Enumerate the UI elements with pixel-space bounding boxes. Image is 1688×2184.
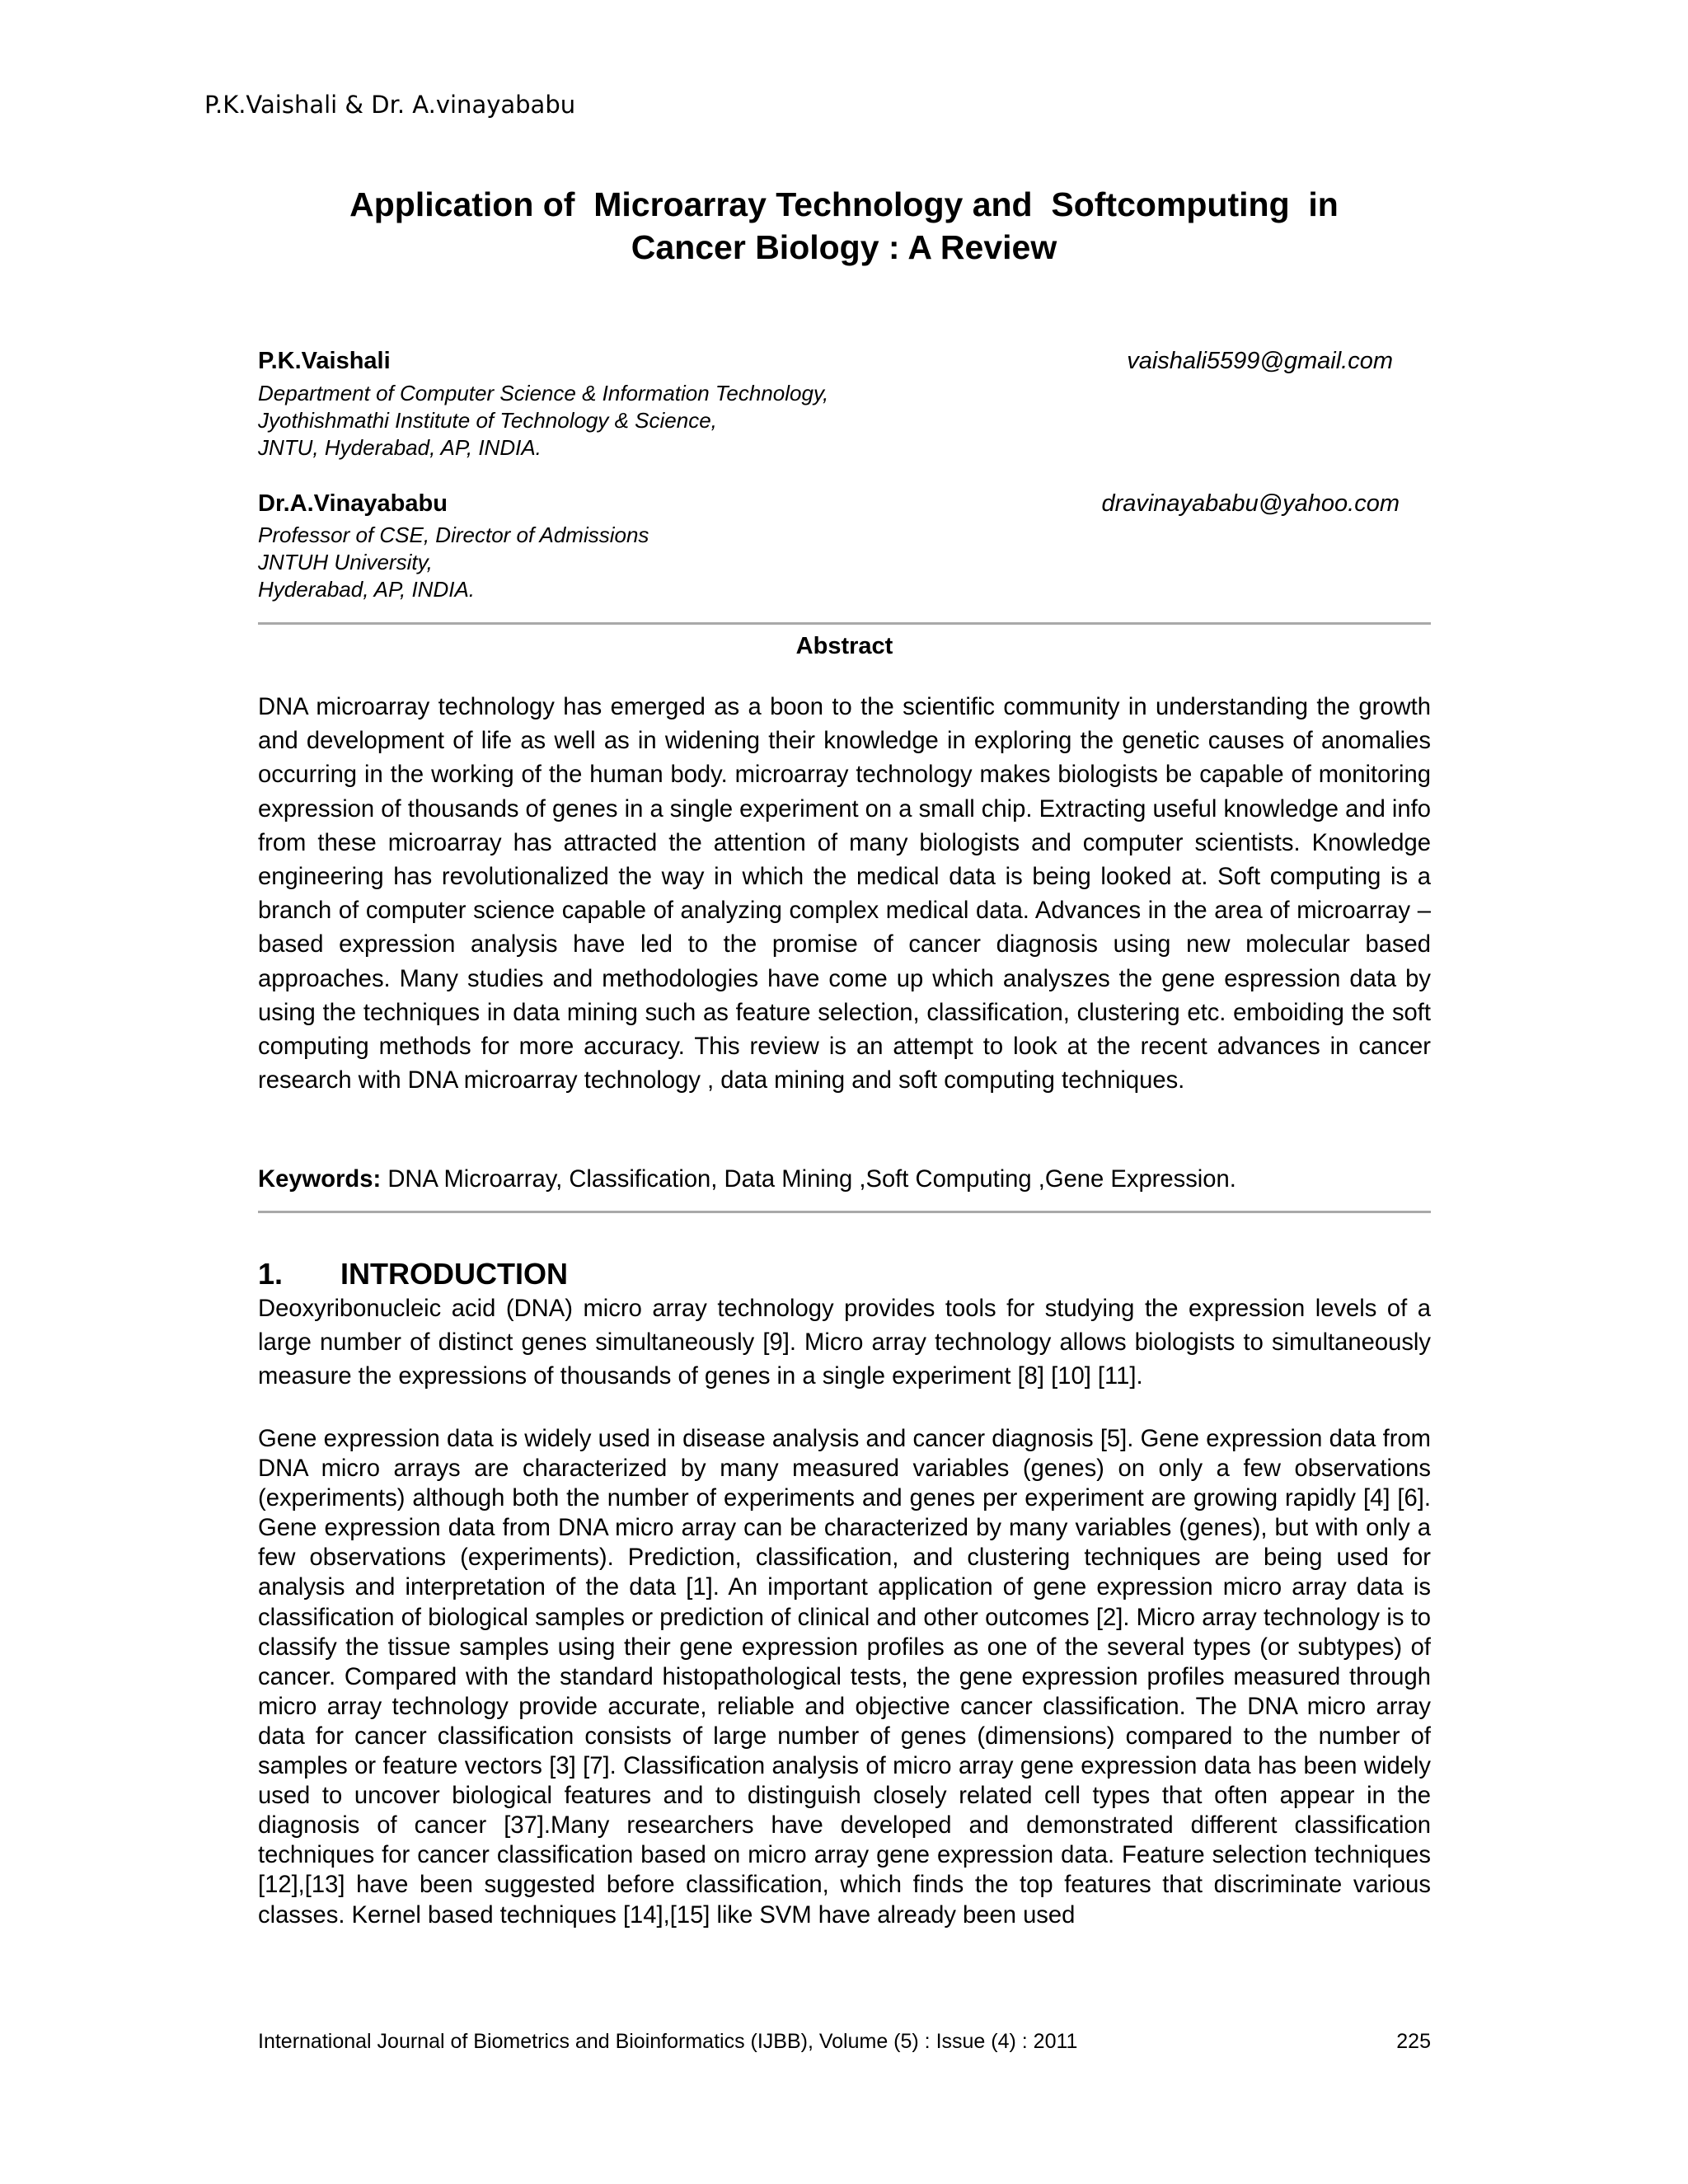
author-name-2: Dr.A.Vinayababu [258,490,448,517]
section-number: 1. [258,1257,284,1291]
page-number: 225 [1396,2030,1431,2053]
author-affiliation-1 [258,380,828,462]
footer-journal: International Journal of Biometrics and Bioinformatics (IJBB), Volume (5) : Issue (4) : 2011 [258,2030,1078,2053]
affiliation-line: Jyothishmathi Institute of Technology & Science, [258,408,717,433]
keywords-label: Keywords: [258,1166,382,1193]
paper-title-line-2: Cancer Biology : A Review [631,228,1057,266]
affiliation-line: Department of Computer Science & Information Technology, [258,381,829,405]
affiliation-line: Hyderabad, AP, INDIA. [258,577,476,602]
intro-paragraph-1: Deoxyribonucleic acid (DNA) micro array technology provides tools for studying the expression levels of a large number of distinct genes simultaneously [9]. Micro array technology allows biologists to simultaneously measure the expressions of thousands of genes in a single experiment [8] [10] [11]. [258,1296,1431,1390]
running-head: P.K.Vaishali & Dr. A.vinayababu [204,91,576,119]
affiliation-line: Professor of CSE, Director of Admissions [258,523,649,547]
intro-paragraph-2: Gene expression data is widely used in disease analysis and cancer diagnosis [5]. Gene expression data from DNA micro arrays are characterized by many measured variables (genes) on only a few observations (experiments) although both the number of experiments and genes per experiment are growing rapidly [4] [6]. Gene expression data from DNA micro array can be characterized by many variables (genes), but with only a few observations (experiments). Prediction, classification, and clustering techniques are being used for analysis and interpretation of the data [1]. An important application of gene expression micro array data is classification of biological samples or prediction of clinical and other outcomes [2]. Micro array technology is to classify the tissue samples using their gene expression profiles as one of the several types (or subtypes) of cancer. Compared with the standard histopathological tests, the gene expression profiles measured through micro array technology provide accurate, reliable and objective cancer classification. The DNA micro array data for cancer classification consists of large number of genes (dimensions) compared to the number of samples or feature vectors [3] [7]. Classification analysis of micro array gene expression data has been widely used to uncover biological features and to distinguish closely related cell types that often appear in the diagnosis of cancer [37].Many researchers have developed and demonstrated different classification techniques for cancer classification based on micro array gene expression data. Feature selection techniques [12],[13] have been suggested before classification, which finds the top features that discriminate various classes. Kernel based techniques [14],[15] like SVM have already been used [258,1426,1431,1929]
abstract-body: DNA microarray technology has emerged as a boon to the scientific community in understanding the growth and development of life as well as in widening their knowledge in exploring the genetic causes of anomalies occurring in the working of the human body. microarray technology makes biologists be capable of monitoring expression of thousands of genes in a single experiment on a small chip. Extracting useful knowledge and info from these microarray has attracted the attention of many biologists and computer scientists. Knowledge engineering has revolutionalized the way in which the medical data is being looked at. Soft computing is a branch of computer science capable of analyzing complex medical data. Advances in the area of microarray –based expression analysis have led to the promise of cancer diagnosis using new molecular based approaches. Many studies and methodologies have come up which analyszes the gene espression data by using the techniques in data mining such as feature selection, classification, clustering etc. emboiding the soft computing methods for more accuracy. This review is an attempt to look at the recent advances in cancer research with DNA microarray technology , data mining and soft computing techniques. [258,694,1431,1094]
paper-title [247,183,1441,269]
author-email-2: dravinayababu@yahoo.com [1101,490,1400,517]
horizontal-rule-top [258,622,1431,625]
horizontal-rule-bottom [258,1211,1431,1213]
affiliation-line: JNTUH University, [258,550,433,574]
section-heading-introduction [258,1258,568,1291]
author-affiliation-2 [258,522,649,603]
keywords [258,1163,1431,1196]
author-email-1: vaishali5599@gmail.com [1127,348,1393,374]
author-name-1: P.K.Vaishali [258,348,391,374]
affiliation-line: JNTU, Hyderabad, AP, INDIA. [258,435,542,460]
paper-title-line-1: Application of Microarray Technology and Softcomputing in [349,185,1339,223]
section-title: INTRODUCTION [340,1257,568,1291]
abstract-heading: Abstract [795,633,893,659]
keywords-text: DNA Microarray, Classification, Data Mining ,Soft Computing ,Gene Expression. [381,1166,1236,1193]
